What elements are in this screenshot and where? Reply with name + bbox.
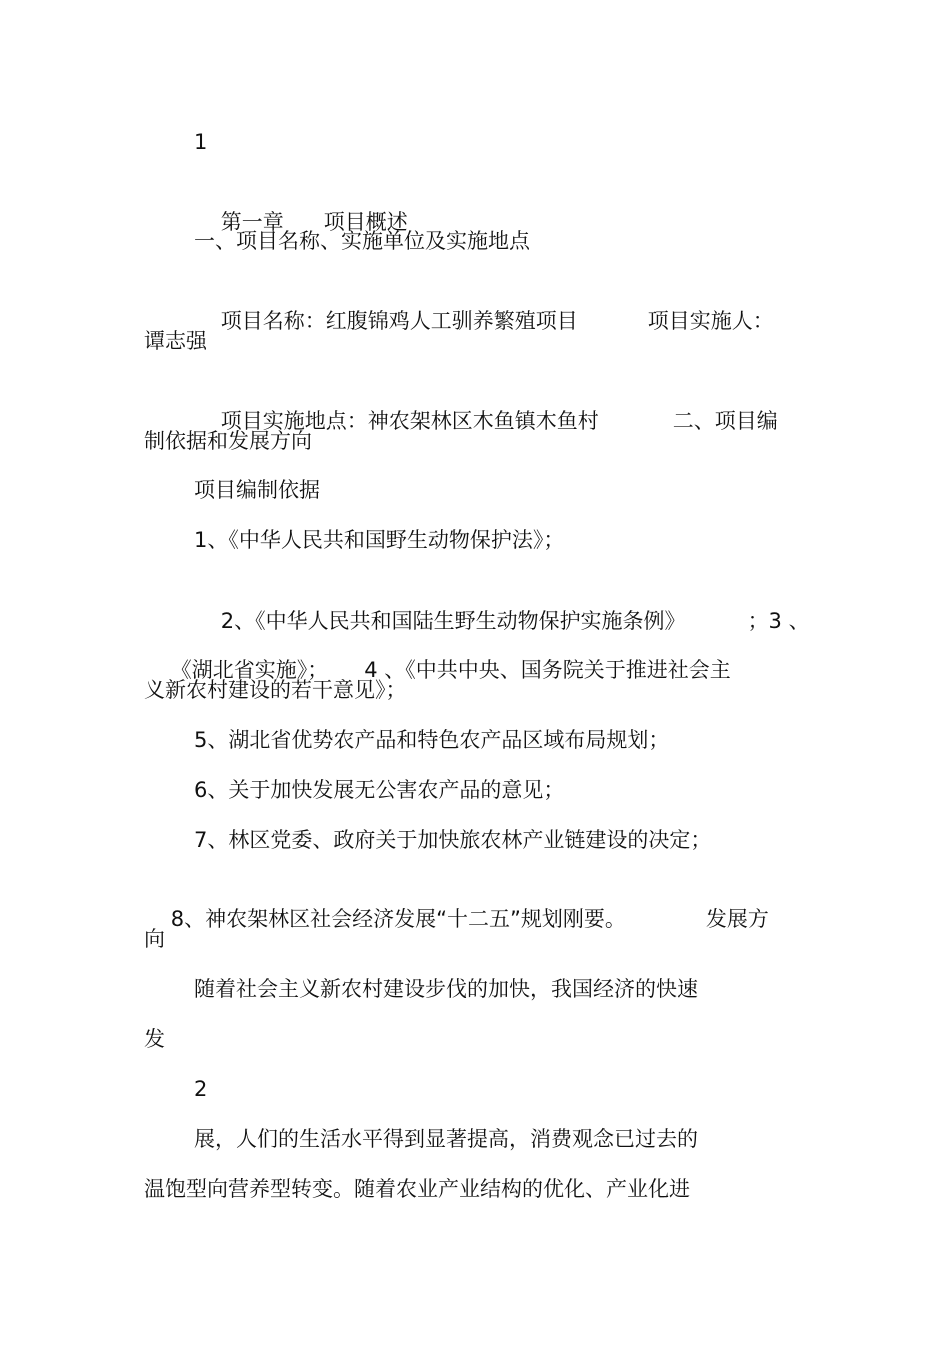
- list-item-cont: 义新农村建设的若干意见》；: [144, 678, 407, 702]
- section-2-heading-start: 二、项目编: [672, 409, 778, 433]
- list-item: [144, 874, 769, 964]
- list-item-text: 《湖北省实施》；: [170, 658, 329, 682]
- list-item: 7、林区党委、政府关于加快旅农林产业链建设的决定；: [194, 828, 712, 852]
- project-name-line: [194, 276, 774, 366]
- page-number: 1: [194, 130, 208, 154]
- direction-heading-cont: 向: [144, 927, 165, 951]
- page-number: 2: [194, 1077, 208, 1101]
- project-name: 项目名称：红腹锦鸡人工驯养繁殖项目: [220, 309, 578, 333]
- paragraph: 展，人们的生活水平得到显著提高，消费观念已过去的: [194, 1127, 698, 1151]
- project-location: 项目实施地点：神农架林区木鱼镇木鱼村: [220, 409, 599, 433]
- list-item: 5、湖北省优势农产品和特色农产品区域布局规划；: [194, 728, 670, 752]
- list-item-text: 2、《中华人民共和国陆生野生动物保护实施条例》: [220, 609, 686, 633]
- implementer-name: 谭志强: [144, 329, 207, 353]
- list-item: 1、《中华人民共和国野生动物保护法》；: [194, 528, 565, 552]
- basis-heading: 项目编制依据: [194, 478, 320, 502]
- chapter-label: 第一章: [220, 210, 284, 234]
- direction-heading-start: 发展方: [705, 907, 769, 931]
- list-item-tail: ；3 、: [747, 609, 810, 633]
- paragraph-cont: 温饱型向营养型转变。随着农业产业结构的优化、产业化进: [144, 1177, 690, 1201]
- chapter-title: 项目概述: [323, 210, 408, 234]
- section-heading: 一、项目名称、实施单位及实施地点: [194, 229, 530, 253]
- list-item-text: 8、神农架林区社会经济发展“十二五”规划刚要。: [170, 907, 626, 931]
- section-2-heading-cont: 制依据和发展方向: [144, 429, 312, 453]
- implementer-label: 项目实施人：: [647, 309, 774, 333]
- paragraph-cont: 发: [144, 1027, 165, 1051]
- paragraph: 随着社会主义新农村建设步伐的加快，我国经济的快速: [194, 977, 698, 1001]
- list-item: 6、关于加快发展无公害农产品的意见；: [194, 778, 565, 802]
- list-item-text: 4 、《中共中央、国务院关于推进社会主: [364, 658, 731, 682]
